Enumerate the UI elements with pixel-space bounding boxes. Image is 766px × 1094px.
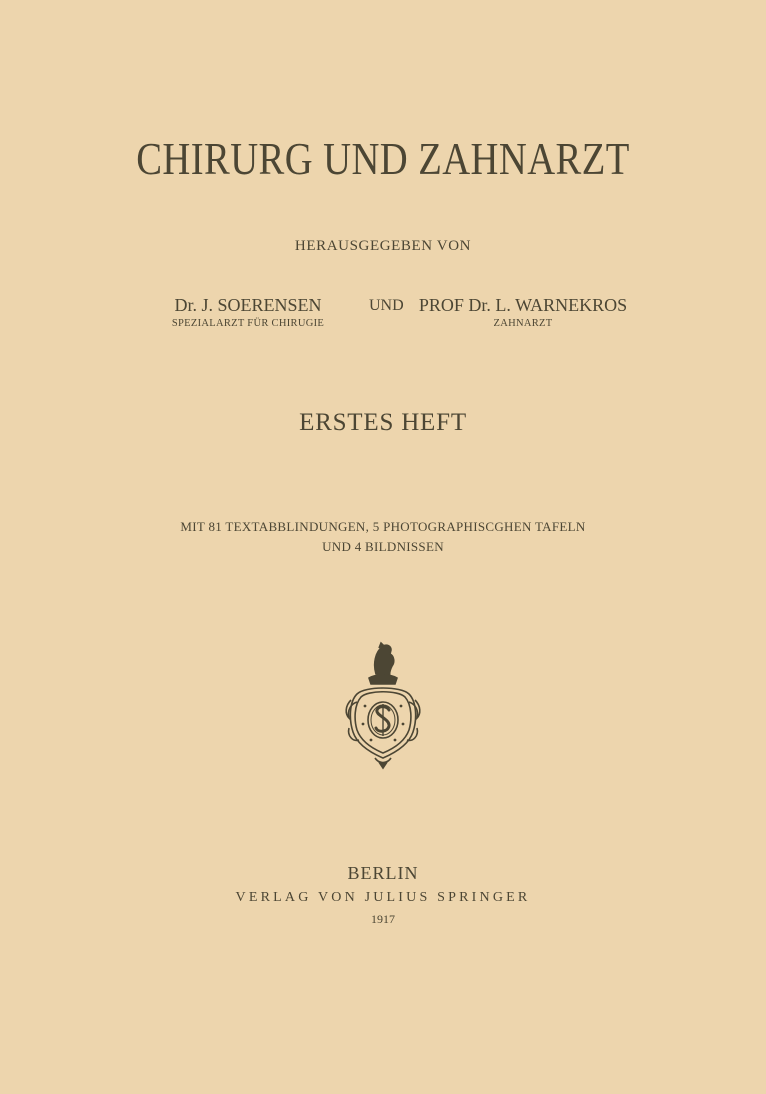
imprint-city: BERLIN bbox=[347, 863, 419, 883]
imprint-publisher: VERLAG VON JULIUS SPRINGER bbox=[235, 890, 531, 905]
editors-label: HERAUSGEGEBEN VON bbox=[294, 238, 472, 254]
editor-1 bbox=[160, 293, 336, 331]
editors-joiner: UND bbox=[369, 297, 404, 314]
springer-horse-emblem-icon bbox=[343, 640, 423, 770]
editor-1-role: SPEZIALARZT FÜR CHIRUGIE bbox=[171, 318, 325, 329]
book-title: CHIRURG UND ZAHNARZT bbox=[136, 133, 630, 184]
editor-2-name: PROF Dr. L. WARNEKROS bbox=[418, 295, 628, 315]
volume-title: ERSTES HEFT bbox=[299, 409, 467, 436]
imprint-year: 1917 bbox=[371, 912, 395, 926]
illustrations-line-1: MIT 81 TEXTABBLINDUNGEN, 5 PHOTOGRAPHISCGHEN TAFELN bbox=[180, 519, 586, 534]
editor-1-name: Dr. J. SOERENSEN bbox=[174, 295, 322, 315]
editor-2-role: ZAHNARZT bbox=[493, 318, 553, 329]
illustrations-line-2: UND 4 BILDNISSEN bbox=[322, 539, 444, 554]
editor-2 bbox=[410, 293, 636, 331]
illustrations-note bbox=[0, 517, 766, 557]
